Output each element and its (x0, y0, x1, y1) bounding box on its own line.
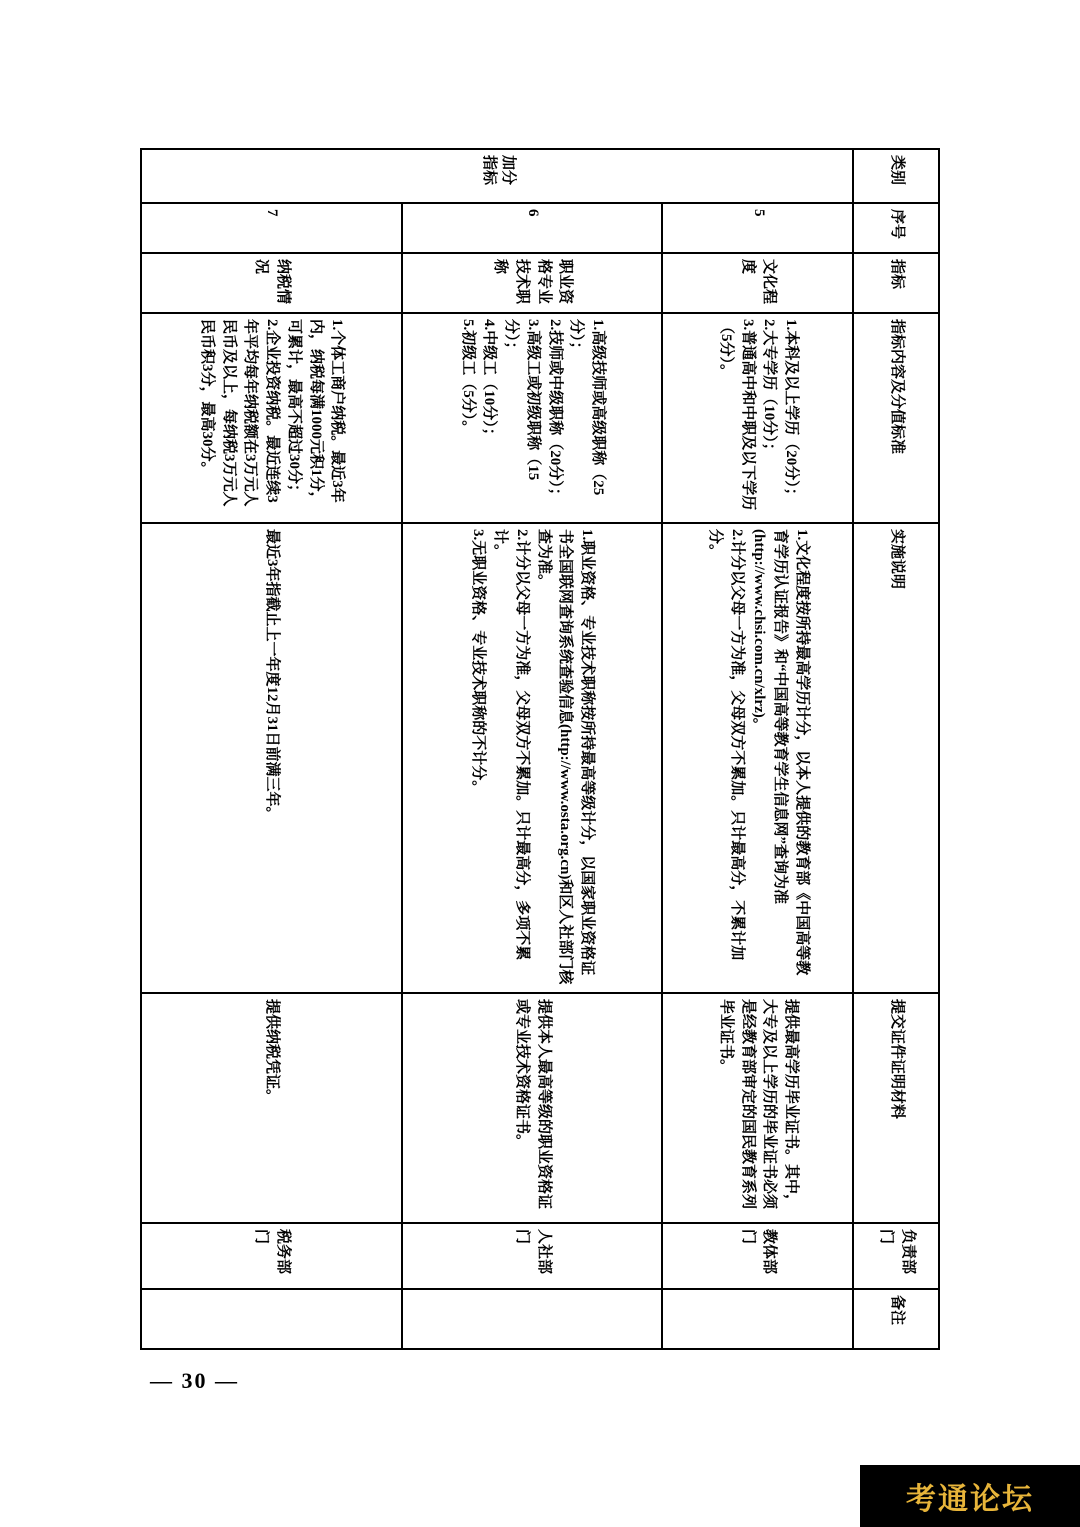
content-line: 1.高级技师或高级职称（25分）； (568, 319, 607, 496)
category-cell (141, 149, 853, 203)
content-line: 1.个体工商户纳税。最近3年内，纳税每满1000元积1分，可累计，最高不超过30分； (285, 319, 346, 507)
row-proof (402, 993, 663, 1223)
proof-line: 提供纳税凭证。 (264, 999, 281, 1105)
row-content (662, 313, 853, 523)
watermark (860, 1465, 1080, 1527)
watermark-text: 考通论坛 (906, 1482, 1034, 1517)
header-department: 负责部门 (853, 1223, 939, 1289)
table-row (402, 149, 663, 1349)
header-note: 备注 (853, 1289, 939, 1349)
row-department: 人社部门 (402, 1223, 663, 1289)
content-line: 1.本科及以上学历（20分）； (783, 319, 800, 503)
header-content: 指标内容及分值标准 (853, 313, 939, 523)
content-line: 2.大专学历（10分）； (761, 319, 778, 458)
header-category: 类别 (853, 149, 939, 203)
row-note (662, 1289, 853, 1349)
header-description: 实施说明 (853, 523, 939, 993)
row-note (402, 1289, 663, 1349)
row-department: 教体部门 (662, 1223, 853, 1289)
row-department: 税务部门 (141, 1223, 402, 1289)
description-line: 2.计分以父母一方为准，父母双方不累加。只计最高分，多项不累计。 (492, 529, 530, 961)
table-row (662, 149, 853, 1349)
row-proof (141, 993, 402, 1223)
row-note (141, 1289, 402, 1349)
row-indicator: 职业资格专业技术职称 (402, 253, 663, 313)
content-line: 4.中级工（10分）； (481, 319, 498, 443)
table-row (141, 149, 402, 1349)
content-line: 3.普通高中和中职及以下学历（5分）。 (717, 319, 756, 511)
header-indicator: 指标 (853, 253, 939, 313)
content-line: 3.高级工或初级职称（15分）； (503, 319, 541, 481)
content-line: 2.企业投资纳税。最近连续3年平均每年纳税额在3万元人民币及以上，每纳税3万元人民币积3分，最高30分。 (198, 319, 281, 507)
row-serial: 6 (402, 203, 663, 253)
page-number: — 30 — (150, 1368, 239, 1393)
row-indicator: 文化程度 (662, 253, 853, 313)
row-indicator: 纳税情况 (141, 253, 402, 313)
header-proof: 提交证件证明材料 (853, 993, 939, 1223)
description-line: 3.无职业资格、专业技术职称的不计分。 (470, 529, 487, 796)
row-description (402, 523, 663, 993)
proof-line: 提供本人最高等级的职业资格证或专业技术资格证书。 (514, 999, 552, 1210)
row-serial: 7 (141, 203, 402, 253)
content-line: 2.技师或中级职称（20分）； (546, 319, 563, 503)
row-content (141, 313, 402, 523)
row-description (662, 523, 853, 993)
description-line: 2.计分以父母一方为准，父母双方不累加。只计最高分，不累计加分。 (707, 529, 745, 961)
category-label: 加分指标 (481, 155, 516, 186)
description-line: 最近3年指截止上一年度12月31日前满三年。 (264, 529, 281, 822)
row-content (402, 313, 663, 523)
row-proof (662, 993, 853, 1223)
description-line: 1.职业资格、专业技术职称按所持最高等级计分，以国家职业资格证书全国联网查询系统查验信息(http://www.osta.org.cn)和区人社部门核查为准。 (535, 529, 596, 985)
rotated-table-area (140, 148, 940, 1348)
description-line: 1.文化程度按所持最高学历计分，以本人提供的教育部《中国高等教育学历认证报告》和“中国高等教育学生信息网”查询为准(http://www.chsi.com.cn/xlrz)。 (750, 529, 811, 976)
table-header-row (853, 149, 939, 1349)
table-container (140, 148, 940, 1348)
scoring-criteria-table (140, 148, 940, 1350)
row-serial: 5 (662, 203, 853, 253)
header-serial: 序号 (853, 203, 939, 253)
row-description (141, 523, 402, 993)
content-line: 5.初级工（5分）。 (459, 319, 476, 436)
proof-line: 提供最高学历毕业证书。其中，大专及以上学历的毕业证书必须是经教育部审定的国民教育系列毕业证书。 (717, 999, 800, 1210)
